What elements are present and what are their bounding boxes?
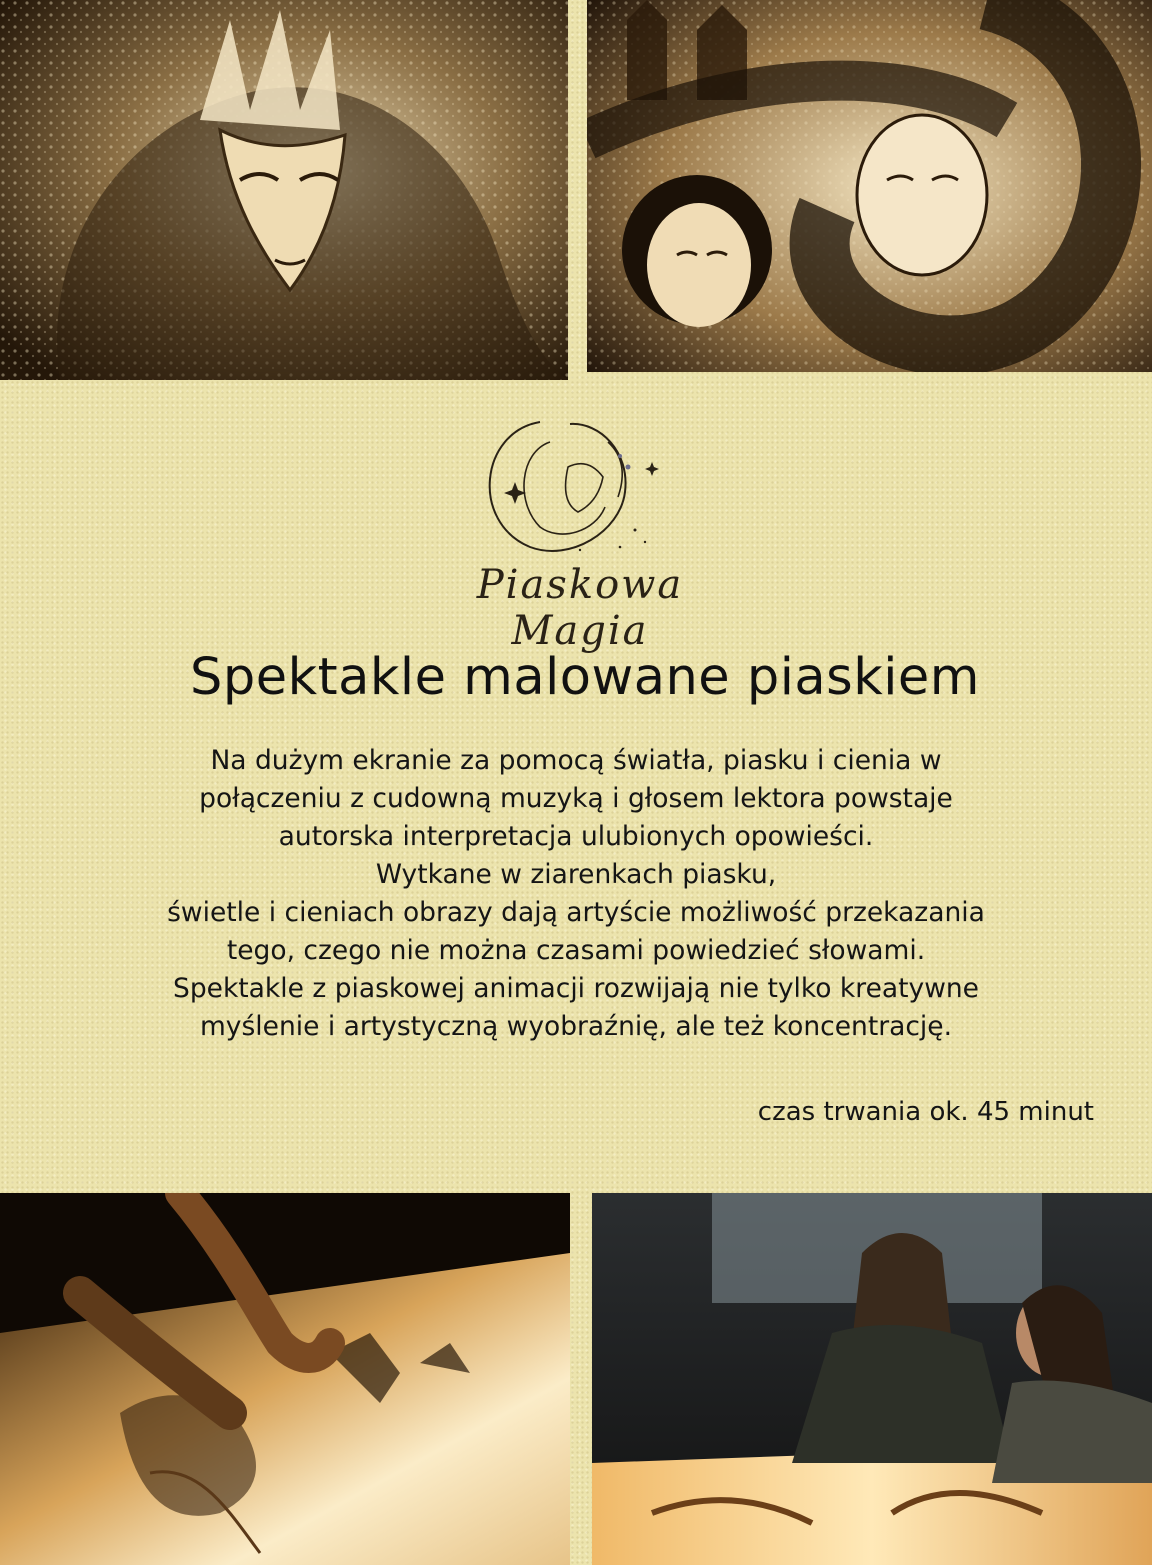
sand-art-queen-image	[0, 0, 568, 380]
description	[30, 742, 1122, 1046]
description-line: Spektakle z piaskowej animacji rozwijają nie tylko kreatywne	[173, 973, 979, 1004]
description-line: Na dużym ekranie za pomocą światła, piasku i cienia w	[210, 745, 942, 776]
duration-text: czas trwania ok. 45 minut	[757, 1097, 1094, 1127]
description-line: połączeniu z cudowną muzyką i głosem lektora powstaje	[199, 783, 953, 814]
description-line: Wytkane w ziarenkach piasku,	[375, 859, 777, 890]
description-line: myślenie i artystyczną wyobraźnię, ale też koncentrację.	[199, 1011, 953, 1042]
description-line: autorska interpretacja ulubionych opowieści.	[278, 821, 874, 852]
description-line: świetle i cieniach obrazy dają artyście możliwość przekazania	[167, 897, 985, 928]
sand-art-girls-castle-image	[587, 0, 1152, 372]
page-title: Spektakle malowane piaskiem	[189, 648, 980, 707]
piaskowa-magia-logo	[420, 412, 740, 654]
artists-light-table-image	[592, 1193, 1152, 1565]
hands-drawing-sand-image	[0, 1193, 570, 1565]
description-line: tego, czego nie można czasami powiedzieć słowami.	[226, 935, 926, 966]
logo-text: Piaskowa Magia	[476, 562, 684, 654]
logo-mark-icon	[420, 412, 740, 562]
